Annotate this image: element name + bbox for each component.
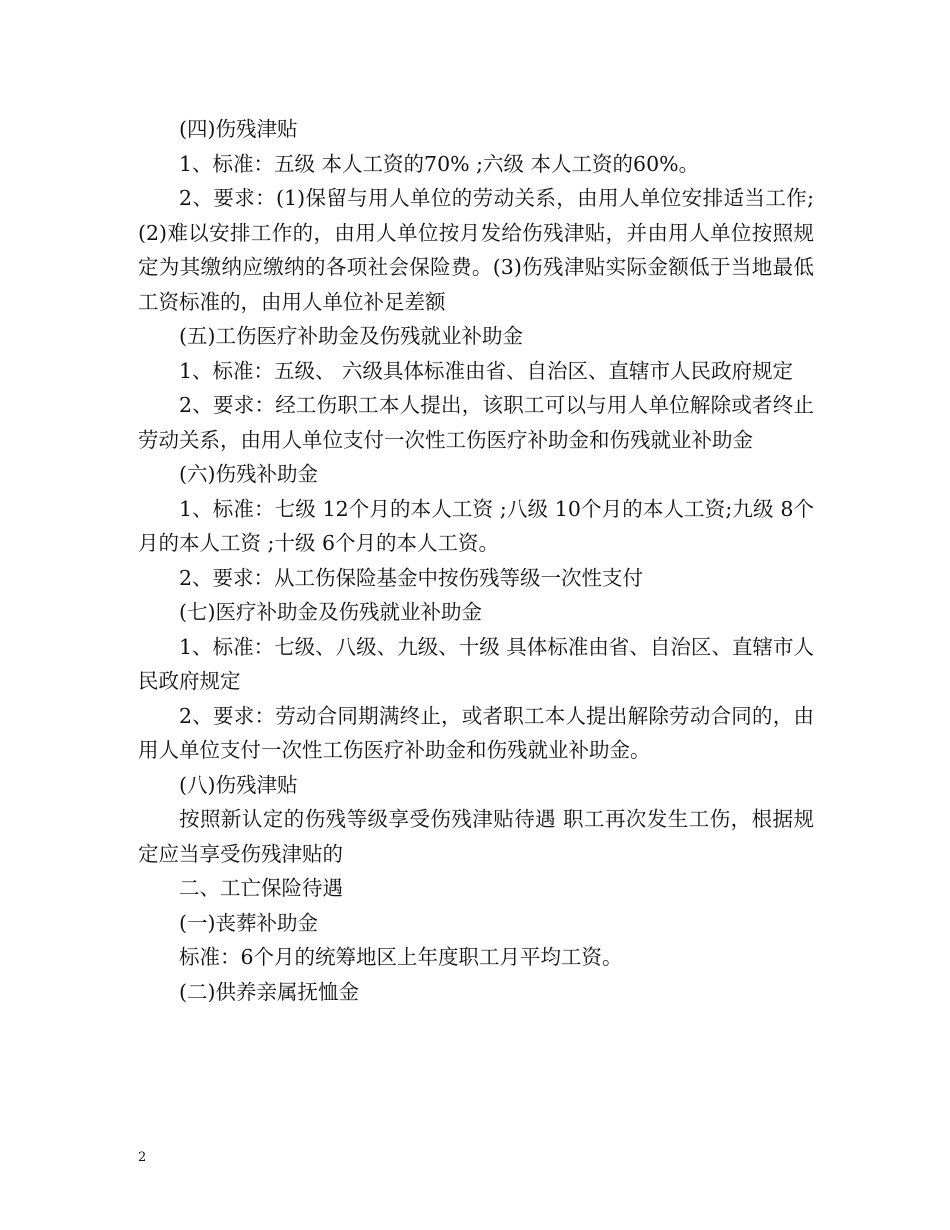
paragraph-standard: 标准：6个月的统筹地区上年度职工月平均工资。 [179,945,623,969]
paragraph-standard: 1、标准：五级、 六级具体标准由省、自治区、直辖市人民政府规定 [179,358,794,383]
paragraph-standard: 1、标准：五级 本人工资的70% ;六级 本人工资的60%。 [179,151,700,176]
section-heading-disability-allowance-2: (八)伤残津贴 [179,772,298,797]
section-heading-medical-employment-subsidy: (五)工伤医疗补助金及伤残就业补助金 [179,324,523,348]
section-heading-medical-employment-subsidy-2: (七)医疗补助金及伤残就业补助金 [179,600,482,624]
paragraph-requirement: 2、要求：从工伤保险基金中按伤残等级一次性支付 [179,565,644,590]
page-number: 2 [138,1150,147,1165]
paragraph-body: 按照新认定的伤残等级享受伤残津贴待遇 职工再次发生工伤，根据规定应当享受伤残津贴的 [138,807,814,866]
paragraph-requirement: 2、要求：(1)保留与用人单位的劳动关系，由用人单位安排适当工作;(2)难以安排工作的，由用人单位按月发给伤残津贴，并由用人单位按照规定为其缴纳应缴纳的各项社会保险费。(3)伤残津贴实际金额低于当地最低工资标准的，由用人单位补足差额 [138,186,814,314]
section-heading-disability-subsidy: (六)伤残补助金 [179,462,318,486]
document-body [138,112,814,1009]
paragraph-requirement: 2、要求：经工伤职工本人提出，该职工可以与用人单位解除或者终止劳动关系，由用人单位支付一次性工伤医疗补助金和伤残就业补助金 [138,393,814,452]
section-heading-dependent-pension: (二)供养亲属抚恤金 [179,979,359,1004]
section-heading-disability-allowance: (四)伤残津贴 [179,117,298,141]
section-heading-funeral-subsidy: (一)丧葬补助金 [179,910,318,935]
chapter-heading-death-benefits: 二、工亡保险待遇 [179,876,343,900]
paragraph-requirement: 2、要求：劳动合同期满终止，或者职工本人提出解除劳动合同的，由用人单位支付一次性工伤医疗补助金和伤残就业补助金。 [138,703,814,762]
paragraph-standard: 1、标准：七级 12个月的本人工资 ;八级 10个月的本人工资;九级 8个月的本人工资 ;十级 6个月的本人工资。 [138,496,814,555]
paragraph-standard: 1、标准：七级、八级、九级、十级 具体标准由省、自治区、直辖市人民政府规定 [138,634,814,693]
